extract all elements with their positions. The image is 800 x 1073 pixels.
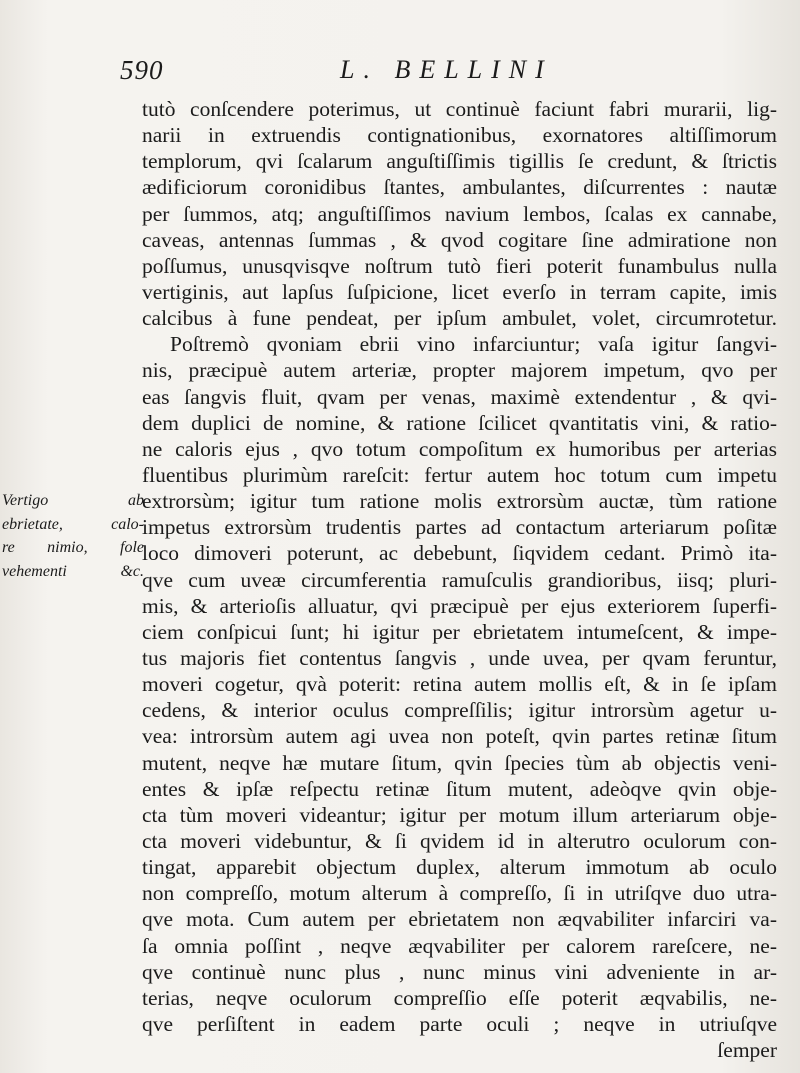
text-line: tutò conſcendere poterimus, ut continuè faciunt fabri murarii, lig-	[142, 97, 777, 121]
margin-note-line: re nimio, fole	[2, 539, 144, 556]
text-line: extrorsùm; igitur tum ratione molis extrorsùm auctæ, tùm ratione	[142, 489, 777, 514]
text-line: narii in extruendis contignationibus, exornatores altiſſimorum	[142, 123, 777, 148]
paragraph-start-line: Poſtremò qvoniam ebrii vino infarciuntur; vaſa igitur ſangvi-	[170, 332, 777, 357]
text-line: qve cum uveæ circumferentia ramuſculis grandioribus, iisq; pluri-	[142, 567, 777, 592]
text-line: ſa omnia poſſint , neqve æqvabiliter per calorem rareſcere, ne-	[142, 933, 777, 958]
text-line: terias, neqve oculorum compreſſio eſſe poterit æqvabilis, ne-	[142, 985, 777, 1010]
text-line: ciem conſpicui ſunt; hi igitur per ebrietatem intumeſcent, & impe-	[142, 619, 777, 644]
text-line: cedens, & interior oculus compreſſilis; igitur introrsùm agetur u-	[142, 698, 777, 723]
text-line: cta tùm moveri videantur; igitur per motum illum arteriarum obje-	[142, 802, 777, 827]
text-line: calcibus à fune pendeat, per ipſum ambulet, volet, circumrotetur.	[142, 306, 777, 331]
text-line: loco dimoveri poterunt, ac debebunt, ſiqvidem cedant. Primò ita-	[142, 541, 777, 566]
page-header	[120, 55, 770, 95]
text-line: tingat, apparebit objectum duplex, alterum immotum ab oculo	[142, 855, 777, 880]
margin-note-line: vehementi &c.	[2, 562, 144, 580]
text-line: vertiginis, aut lapſus ſuſpicione, licet everſo in terram capite, imis	[142, 279, 777, 304]
text-line: cta moveri videbuntur, & ſi qvidem id in alterutro oculorum con-	[142, 828, 777, 853]
running-title: L. BELLINI	[340, 55, 553, 84]
text-line: ne caloris ejus , qvo totum compoſitum ex humoribus per arterias	[142, 436, 777, 461]
catchword: ſemper	[717, 1038, 777, 1063]
page-number: 590	[120, 55, 164, 85]
text-line: qve continuè nunc plus , nunc minus vini adveniente in ar-	[142, 959, 777, 984]
text-line: qve perſiſtent in eadem parte oculi ; neqve in utriuſqve	[142, 1011, 777, 1036]
text-line: tus majoris fiet contentus ſangvis , unde uvea, per qvam feruntur,	[142, 645, 777, 670]
text-line: eas ſangvis fluit, qvam per venas, maximè extendentur , & qvi-	[142, 384, 777, 409]
text-line: fluentibus plurimùm rareſcit: fertur autem hoc totum cum impetu	[142, 462, 777, 487]
text-line: poſſumus, unusqvisqve noſtrum tutò fieri poterit funambulus nulla	[142, 253, 777, 278]
text-line: per ſummos, atq; anguſtiſſimos navium lembos, ſcalas ex cannabe,	[142, 201, 777, 226]
text-line: ædificiorum coronidibus ſtantes, ambulantes, diſcurrentes : nautæ	[142, 175, 777, 200]
body-text	[142, 96, 777, 1063]
text-line: caveas, antennas ſummas , & qvod cogitare ſine admiratione non	[142, 227, 777, 252]
text-line: templorum, qvi ſcalarum anguſtiſſimis tigillis ſe credunt, & ſtrictis	[142, 149, 777, 174]
show-through-text	[150, 20, 750, 50]
text-line: vea: introrsùm autem agi uvea non poteſt, qvin partes retinæ ſitum	[142, 724, 777, 749]
text-line: dem duplici de nomine, & ratione ſcilicet qvantitatis vini, & ratio-	[142, 410, 777, 435]
text-line: moveri cogetur, qvà poterit: retina autem mollis eſt, & in ſe ipſam	[142, 672, 777, 697]
text-line: qve mota. Cum autem per ebrietatem non æqvabiliter infarciri va-	[142, 907, 777, 932]
text-line: impetus extrorsùm trudentis partes ad contactum arteriarum poſitæ	[142, 515, 777, 540]
text-line: non compreſſo, motum alterum à compreſſo, ſi in utriſqve duo utra-	[142, 881, 777, 906]
margin-note-line: ebrietate, calo-	[2, 515, 144, 533]
margin-note	[2, 489, 144, 583]
text-line: nis, præcipuè autem arteriæ, propter majorem impetum, qvo per	[142, 358, 777, 383]
text-line: mis, & arterioſis alluatur, qvi præcipuè per ejus exteriorem ſuperfi-	[142, 593, 777, 618]
margin-note-line: Vertigo ab	[2, 492, 144, 509]
text-line: entes & ipſæ reſpectu retinæ ſitum mutent, adeòqve qvin obje-	[142, 776, 777, 801]
text-line: mutent, neqve hæ mutare ſitum, qvin ſpecies tùm ab objectis veni-	[142, 750, 777, 775]
